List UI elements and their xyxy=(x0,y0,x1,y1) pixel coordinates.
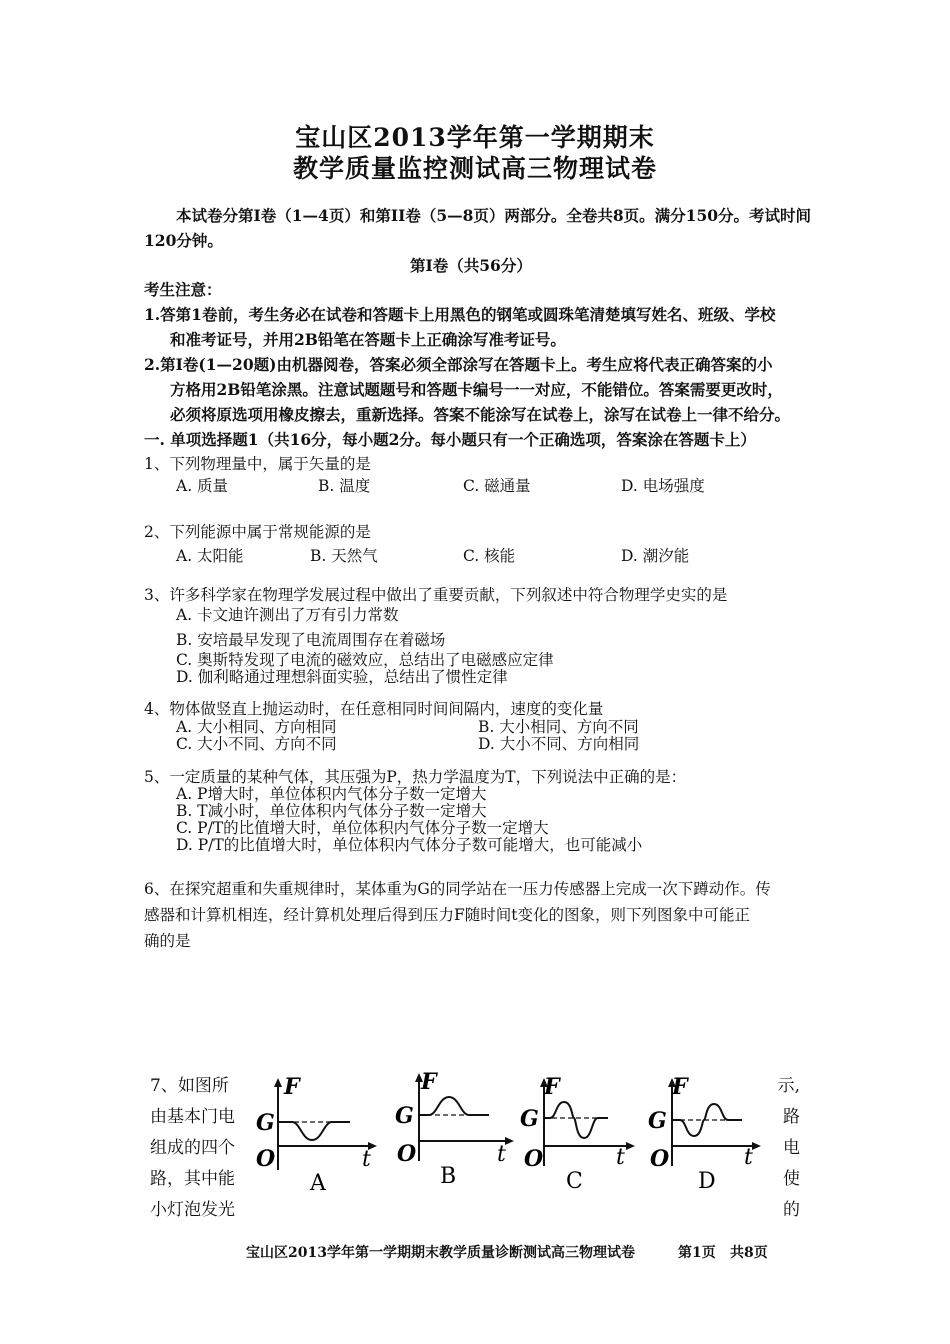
q3-option-c: C. 奥斯特发现了电流的磁效应，总结出了电磁感应定律 xyxy=(176,651,554,669)
q7-right-line: 的 xyxy=(783,1200,800,1220)
q3-stem: 3、许多科学家在物理学发展过程中做出了重要贡献，下列叙述中符合物理学史实的是 xyxy=(144,586,728,604)
q7-right-column xyxy=(770,1071,800,1226)
q7-right-line: 电 xyxy=(783,1138,800,1158)
graph-t-label: t xyxy=(362,1147,371,1172)
graph-f-label: F xyxy=(421,1069,437,1095)
notice-item1-line1: 1.答第1卷前，考生务必在试卷和答题卡上用黑色的钢笔或圆珠笔清楚填写姓名、班级、学校 xyxy=(144,305,776,324)
q2-option-a: A. 太阳能 xyxy=(176,547,244,565)
footer-total-pages: 共8页 xyxy=(730,1245,768,1261)
graph-f-label: F xyxy=(672,1074,688,1100)
section1-heading: 一. 单项选择题1（共16分，每小题2分。每小题只有一个正确选项，答案涂在答题卡上） xyxy=(144,430,756,449)
notice-item2-line2: 方格用2B铅笔涂黑。注意试题题号和答题卡编号一一对应，不能错位。答案需要更改时， xyxy=(170,380,783,399)
q4-option-b: B. 大小相同、方向不同 xyxy=(478,718,639,736)
footer-page-number: 第1页 xyxy=(678,1245,716,1261)
q4-option-c: C. 大小不同、方向不同 xyxy=(176,735,337,753)
graph-g-label: G xyxy=(648,1108,667,1134)
graph-option-c xyxy=(518,1074,643,1203)
q3-option-d: D. 伽利略通过理想斜面实验，总结出了惯性定律 xyxy=(176,668,508,686)
title-line2: 教学质量监控测试高三物理试卷 xyxy=(292,154,657,183)
q7-left-line: 路，其中能 xyxy=(150,1169,235,1189)
q4-stem: 4、物体做竖直上抛运动时，在任意相同时间间隔内，速度的变化量 xyxy=(144,700,604,718)
q2-option-d: D. 潮汐能 xyxy=(621,547,690,565)
intro-line1: 本试卷分第I卷（1—4页）和第II卷（5—8页）两部分。全卷共8页。满分150分。考试时间 xyxy=(176,206,812,225)
graph-o-label: O xyxy=(397,1141,417,1167)
graph-o-label: O xyxy=(524,1146,544,1172)
q5-option-d: D. P/T的比值增大时，单位体积内气体分子数可能增大，也可能减小 xyxy=(176,836,643,854)
graph-o-label: O xyxy=(650,1146,670,1172)
q7-right-line: 使 xyxy=(783,1169,800,1189)
graph-option-label: A xyxy=(310,1171,326,1196)
graph-option-label: C xyxy=(566,1169,583,1194)
graph-f-label: F xyxy=(284,1074,300,1100)
graph-option-d xyxy=(646,1074,771,1203)
graph-g-label: G xyxy=(395,1103,414,1129)
q1-stem: 1、下列物理量中，属于矢量的是 xyxy=(144,455,371,473)
q7-right-line: 示, xyxy=(777,1076,800,1096)
q5-option-a: A. P增大时，单位体积内气体分子数一定增大 xyxy=(176,785,487,803)
graph-g-label: G xyxy=(256,1110,275,1136)
graph-option-label: B xyxy=(440,1164,457,1189)
graph-t-label: t xyxy=(497,1142,506,1167)
q5-option-c: C. P/T的比值增大时，单位体积内气体分子数一定增大 xyxy=(176,819,549,837)
notice-title: 考生注意： xyxy=(144,280,222,299)
notice-item2-line3: 必须将原选项用橡皮擦去，重新选择。答案不能涂写在试卷上，涂写在试卷上一律不给分。 xyxy=(170,405,791,424)
graph-option-a xyxy=(254,1074,379,1203)
q1-option-a: A. 质量 xyxy=(176,477,229,495)
q7-left-line: 组成的四个 xyxy=(150,1138,235,1158)
graph-t-label: t xyxy=(616,1145,625,1170)
q4-option-a: A. 大小相同、方向相同 xyxy=(176,718,337,736)
q7-left-line: 7、如图所 xyxy=(150,1076,229,1096)
intro-line2: 120分钟。 xyxy=(144,231,223,250)
q1-option-b: B. 温度 xyxy=(318,477,371,495)
q6-line1: 6、在探究超重和失重规律时，某体重为G的同学站在一压力传感器上完成一次下蹲动作。传 xyxy=(144,880,771,898)
q7-right-line: 路 xyxy=(783,1107,800,1127)
graph-t-label: t xyxy=(744,1145,753,1170)
graph-f-label: F xyxy=(544,1074,560,1100)
q2-stem: 2、下列能源中属于常规能源的是 xyxy=(144,523,371,541)
title-line1: 宝山区2013学年第一学期期末 xyxy=(295,123,655,152)
q7-left-column xyxy=(150,1071,235,1226)
graph-option-b xyxy=(393,1069,518,1198)
graph-option-label: D xyxy=(698,1169,716,1194)
q5-option-b: B. T减小时，单位体积内气体分子数一定增大 xyxy=(176,802,487,820)
q2-option-b: B. 天然气 xyxy=(310,547,378,565)
q5-stem: 5、一定质量的某种气体，其压强为P，热力学温度为T，下列说法中正确的是： xyxy=(144,768,687,786)
q3-option-a: A. 卡文迪许测出了万有引力常数 xyxy=(176,606,399,624)
q1-option-c: C. 磁通量 xyxy=(463,477,531,495)
q2-option-c: C. 核能 xyxy=(463,547,516,565)
q3-option-b: B. 安培最早发现了电流周围存在着磁场 xyxy=(176,631,446,649)
graph-g-label: G xyxy=(520,1106,539,1132)
q7-left-line: 由基本门电 xyxy=(150,1107,235,1127)
notice-item1-line2: 和准考证号，并用2B铅笔在答题卡上正确涂写准考证号。 xyxy=(170,330,566,349)
graph-o-label: O xyxy=(256,1146,276,1172)
q6-line2: 感器和计算机相连，经计算机处理后得到压力F随时间t变化的图象，则下列图象中可能正 xyxy=(144,906,750,924)
q1-option-d: D. 电场强度 xyxy=(621,477,705,495)
q4-option-d: D. 大小不同、方向相同 xyxy=(478,735,640,753)
footer-title: 宝山区2013学年第一学期期末教学质量诊断测试高三物理试卷 xyxy=(246,1245,635,1261)
q6-line3: 确的是 xyxy=(144,932,191,950)
notice-item2-line1: 2.第I卷(1—20题)由机器阅卷，答案必须全部涂写在答题卡上。考生应将代表正确答案的小 xyxy=(144,355,773,374)
part1-header: 第I卷（共56分） xyxy=(410,256,532,275)
q7-left-line: 小灯泡发光 xyxy=(150,1200,235,1220)
